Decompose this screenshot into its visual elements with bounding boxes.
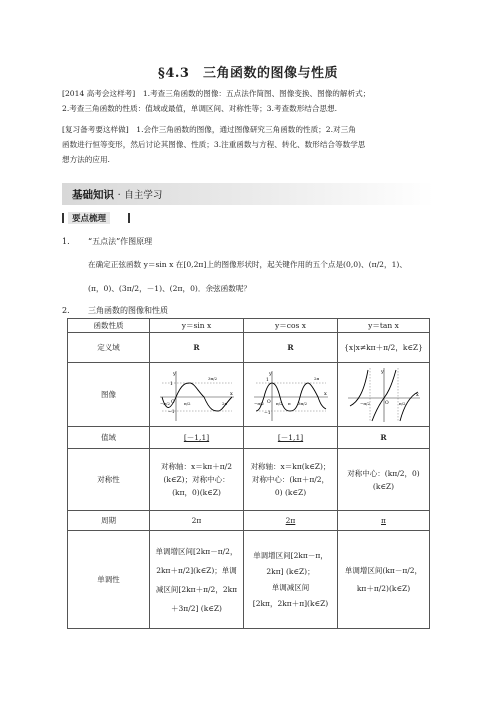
cos-tick-neg-half-pi: −π/2 [253,400,264,406]
tan-monotonic-line: kπ＋π/2)(k∈Z) [356,583,411,593]
cos-graph [252,367,330,423]
cos-period: 2π [244,511,338,531]
sin-symmetry [150,449,244,511]
tan-symmetry-line: (k∈Z) [372,481,395,491]
row-label: 对称性 [68,449,150,511]
cos-symmetry-line: 对称轴：x＝kπ(k∈Z)； [250,462,331,471]
cos-tick-neg-one: −1 [263,410,271,416]
cos-x-label: x [323,390,327,397]
review-line-2: 函数进行恒等变形，然后讨论其图像、性质；3.注重函数与方程、转化、数形结合等数学思 [62,140,366,149]
item2-heading [62,305,168,316]
tan-tick-neg-half-pi: −π/2 [359,400,370,406]
tan-symmetry-line: 对称中心：(kπ/2，0) [347,468,420,478]
item1-line1: 在确定正弦函数 y＝sin x 在[0,2π]上的图像形状时，起关键作用的五个点是(0,0)、(π/2，1)、 [88,260,407,269]
label-bar-right [128,213,130,223]
tan-graph-cell [338,363,430,427]
table-row-period [68,511,430,531]
tan-monotonic [338,531,430,629]
cos-range: [－1,1] [244,427,338,449]
cos-tick-pi: π [287,400,291,406]
header-cell: y＝tan x [338,319,430,333]
tan-graph [346,366,422,424]
sin-monotonic-line: 2kπ＋π/2](k∈Z)；单调 [156,565,237,575]
cos-symmetry-line: 0) (k∈Z) [274,488,307,497]
section-label-text: 要点梳理 [68,212,110,224]
sin-domain: R [150,333,244,363]
header-cell: 函数性质 [68,319,150,333]
sin-graph-cell [150,363,244,427]
tan-origin: O [384,400,389,406]
sin-tick-neg-one: −1 [167,409,175,415]
cos-symmetry [244,449,338,511]
cos-symmetry-line: 对称中心：(kπ＋π/2， [251,475,330,484]
cos-monotonic [244,531,338,629]
cos-monotonic-line: 单调减区间 [271,582,310,592]
label-bar-left [62,213,64,223]
review-info [62,122,434,167]
tan-period: π [338,511,430,531]
review-line-1: [复习备考要这样做] 1.会作三角函数的图像，通过图像研究三角函数的性质；2.对三角 [62,125,356,134]
sin-tick-neg-half-pi: −π/2 [159,400,170,406]
cos-tick-2pi: 2π [313,375,319,381]
sin-y-label: y [172,370,176,377]
table-row-domain [68,333,430,363]
sin-tick-2pi: 2π [221,400,227,406]
sin-range: [－1,1] [150,427,244,449]
sin-period: 2π [150,511,244,531]
table-row-graph [68,363,430,427]
table-row-monotonic [68,531,430,629]
sin-monotonic-line: 单调增区间[2kπ－π/2， [155,546,238,556]
item1-title: “五点法”作图原理 [88,237,153,246]
banner-dot: · [117,190,121,201]
cos-origin: O [266,399,271,405]
sin-tick-one: 1 [169,381,173,387]
tan-tick-half-pi: π/2 [398,400,406,406]
sin-monotonic-line: 减区间[2kπ＋π/2，2kπ [155,584,238,594]
sin-origin: O [170,399,175,405]
item2-num: 2. [62,306,70,315]
section-label [62,211,202,225]
tan-monotonic-line: 单调增区间(kπ－π/2， [344,565,423,575]
sin-monotonic-line: ＋3π/2] (k∈Z) [171,603,222,613]
review-line-3: 想方法的应用. [62,155,110,164]
cos-tick-3half-pi: 3π/2 [297,400,307,406]
sin-symmetry-line: (k∈Z)；对称中心： [163,475,230,484]
item1-heading [62,236,152,247]
trig-properties-table [67,318,430,629]
tan-range: R [338,427,430,449]
banner-sub: 自主学习 [124,190,163,201]
item2-title: 三角函数的图像和性质 [88,306,168,315]
table-row-symmetry [68,449,430,511]
cos-tick-half-pi: π/2 [275,400,283,406]
sin-symmetry-line: 对称轴：x＝kπ＋π/2 [161,462,232,471]
row-label: 周期 [68,511,150,531]
sin-tick-half-pi: π/2 [183,400,191,406]
cos-monotonic-line: 2kπ] (k∈Z)； [266,566,315,576]
sin-x-label: x [229,390,233,397]
sin-tick-3half-pi: 3π/2 [207,375,217,381]
cos-monotonic-line: [2kπ，2kπ＋π](k∈Z) [252,598,329,608]
exam-line-1: [2014 高考会这样考] 1.考查三角函数的图像：五点法作简图、图像变换、图像的解析式； [62,89,371,98]
header-cell: y＝sin x [150,319,244,333]
tan-x-label: x [415,391,419,398]
header-cell: y＝cos x [244,319,338,333]
table-header-row [68,319,430,333]
sin-monotonic [150,531,244,629]
cos-y-label: y [268,370,272,377]
cos-tick-one: 1 [265,377,269,383]
tan-y-label: y [380,368,384,375]
sin-symmetry-line: (kπ，0)(k∈Z) [172,488,221,497]
row-label: 单调性 [68,531,150,629]
tan-symmetry [338,449,430,511]
banner-title [72,187,162,202]
item1-num: 1. [62,237,70,246]
table-row-range [68,427,430,449]
tan-domain: {x|x≠kπ＋π/2，k∈Z} [338,333,430,363]
exam-line-2: 2.考查三角函数的性质：值域或最值，单调区间、对称性等；3.考查数形结合思想. [62,104,338,113]
banner-main: 基础知识 [72,189,114,201]
cos-graph-cell [244,363,338,427]
row-label: 图像 [68,363,150,427]
cos-domain: R [244,333,338,363]
row-label: 值域 [68,427,150,449]
exam-info [62,86,434,116]
section-banner [62,183,434,205]
page-title: §4.3 三角函数的图像与性质 [158,66,338,81]
item1-line2: (π，0)、(3π/2，－1)、(2π，0)．余弦函数呢？ [88,284,252,293]
row-label: 定义域 [68,333,150,363]
cos-monotonic-line: 单调增区间[2kπ－π， [253,550,328,560]
sin-graph [158,367,236,423]
